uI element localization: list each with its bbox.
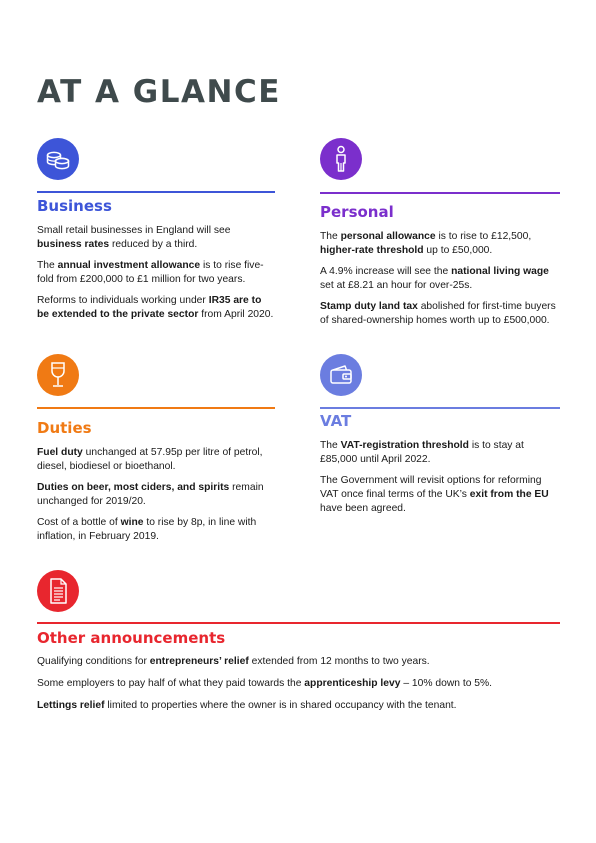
paragraph xyxy=(37,294,275,322)
section-rule xyxy=(37,622,560,624)
coins-icon xyxy=(37,138,79,180)
text-run: reduced by a third. xyxy=(109,239,198,250)
text-run: have been agreed. xyxy=(320,503,406,514)
text-run: Small retail businesses in England will see xyxy=(37,225,231,236)
text-run: from April 2020. xyxy=(198,309,274,320)
text-run: The xyxy=(320,440,341,451)
text-run: remain unchanged for 2019/20. xyxy=(37,482,264,507)
section-rule xyxy=(320,407,560,409)
bold-text: IR35 are to be extended to the private sector xyxy=(37,295,262,320)
bold-text: Fuel duty xyxy=(37,447,83,458)
text-run: is to rise five-fold from £200,000 to £1 million for two years. xyxy=(37,260,264,285)
vat-section xyxy=(320,354,560,523)
bold-text: Lettings relief xyxy=(37,700,105,711)
text-run: The xyxy=(320,231,341,242)
section-rule xyxy=(37,407,275,409)
paragraph xyxy=(37,259,275,287)
section-body xyxy=(320,439,560,516)
text-run: up to £50,000. xyxy=(423,245,493,256)
paragraph xyxy=(37,655,560,669)
paragraph xyxy=(320,439,560,467)
bold-text: personal allowance xyxy=(340,231,436,242)
paragraph xyxy=(37,516,275,544)
other-announcements-section xyxy=(37,570,560,721)
duties-section xyxy=(37,354,275,551)
text-run: is to stay at £85,000 until April 2022. xyxy=(320,440,524,465)
bold-text: VAT-registration threshold xyxy=(340,440,469,451)
section-body xyxy=(37,224,275,322)
bold-text: wine xyxy=(120,517,144,528)
text-run: Some employers to pay half of what they paid towards the xyxy=(37,678,305,689)
paragraph xyxy=(320,265,560,293)
section-heading: VAT xyxy=(320,412,352,430)
bold-text: Stamp duty land tax xyxy=(320,301,418,312)
section-rule xyxy=(37,191,275,193)
document-icon xyxy=(37,570,79,612)
text-run: The xyxy=(37,260,58,271)
text-run: The Government will revisit options for reforming VAT once final terms of the UK’s xyxy=(320,475,542,500)
bold-text: entrepreneurs’ relief xyxy=(149,656,249,667)
text-run: Reforms to individuals working under xyxy=(37,295,209,306)
wallet-icon xyxy=(320,354,362,396)
bold-text: higher-rate threshold xyxy=(320,245,424,256)
paragraph xyxy=(37,481,275,509)
paragraph xyxy=(320,230,560,258)
page-title: AT A GLANCE xyxy=(37,74,281,110)
bold-text: business rates xyxy=(37,239,110,250)
person-icon xyxy=(320,138,362,180)
section-body xyxy=(37,655,560,713)
bold-text: apprenticeship levy xyxy=(304,678,401,689)
section-body xyxy=(320,230,560,328)
text-run: abolished for first-time buyers of shared-ownership homes worth up to £500,000. xyxy=(320,301,556,326)
paragraph xyxy=(37,699,560,713)
text-run: A 4.9% increase will see the xyxy=(320,266,452,277)
bold-text: national living wage xyxy=(451,266,549,277)
section-heading: Other announcements xyxy=(37,629,226,647)
text-run: – 10% down to 5%. xyxy=(400,678,493,689)
paragraph xyxy=(37,224,275,252)
section-heading: Personal xyxy=(320,203,394,221)
section-heading: Duties xyxy=(37,419,92,437)
wine-glass-icon xyxy=(37,354,79,396)
paragraph xyxy=(320,474,560,516)
business-section xyxy=(37,138,275,329)
personal-section xyxy=(320,138,560,335)
bold-text: annual investment allowance xyxy=(57,260,201,271)
paragraph xyxy=(37,446,275,474)
text-run: to rise by 8p, in line with inflation, in February 2019. xyxy=(37,517,257,542)
bold-text: exit from the EU xyxy=(469,489,549,500)
text-run: Qualifying conditions for xyxy=(37,656,150,667)
text-run: set at £8.21 an hour for over-25s. xyxy=(320,280,473,291)
text-run: unchanged at 57.95p per litre of petrol, diesel, biodiesel or bioethanol. xyxy=(37,447,263,472)
section-heading: Business xyxy=(37,197,112,215)
bold-text: Duties on beer, most ciders, and spirits xyxy=(37,482,230,493)
paragraph xyxy=(37,677,560,691)
text-run: extended from 12 months to two years. xyxy=(248,656,430,667)
section-rule xyxy=(320,192,560,194)
text-run: limited to properties where the owner is in shared occupancy with the tenant. xyxy=(104,700,457,711)
text-run: is to rise to £12,500, xyxy=(435,231,532,242)
text-run: Cost of a bottle of xyxy=(37,517,121,528)
section-body xyxy=(37,446,275,544)
paragraph xyxy=(320,300,560,328)
